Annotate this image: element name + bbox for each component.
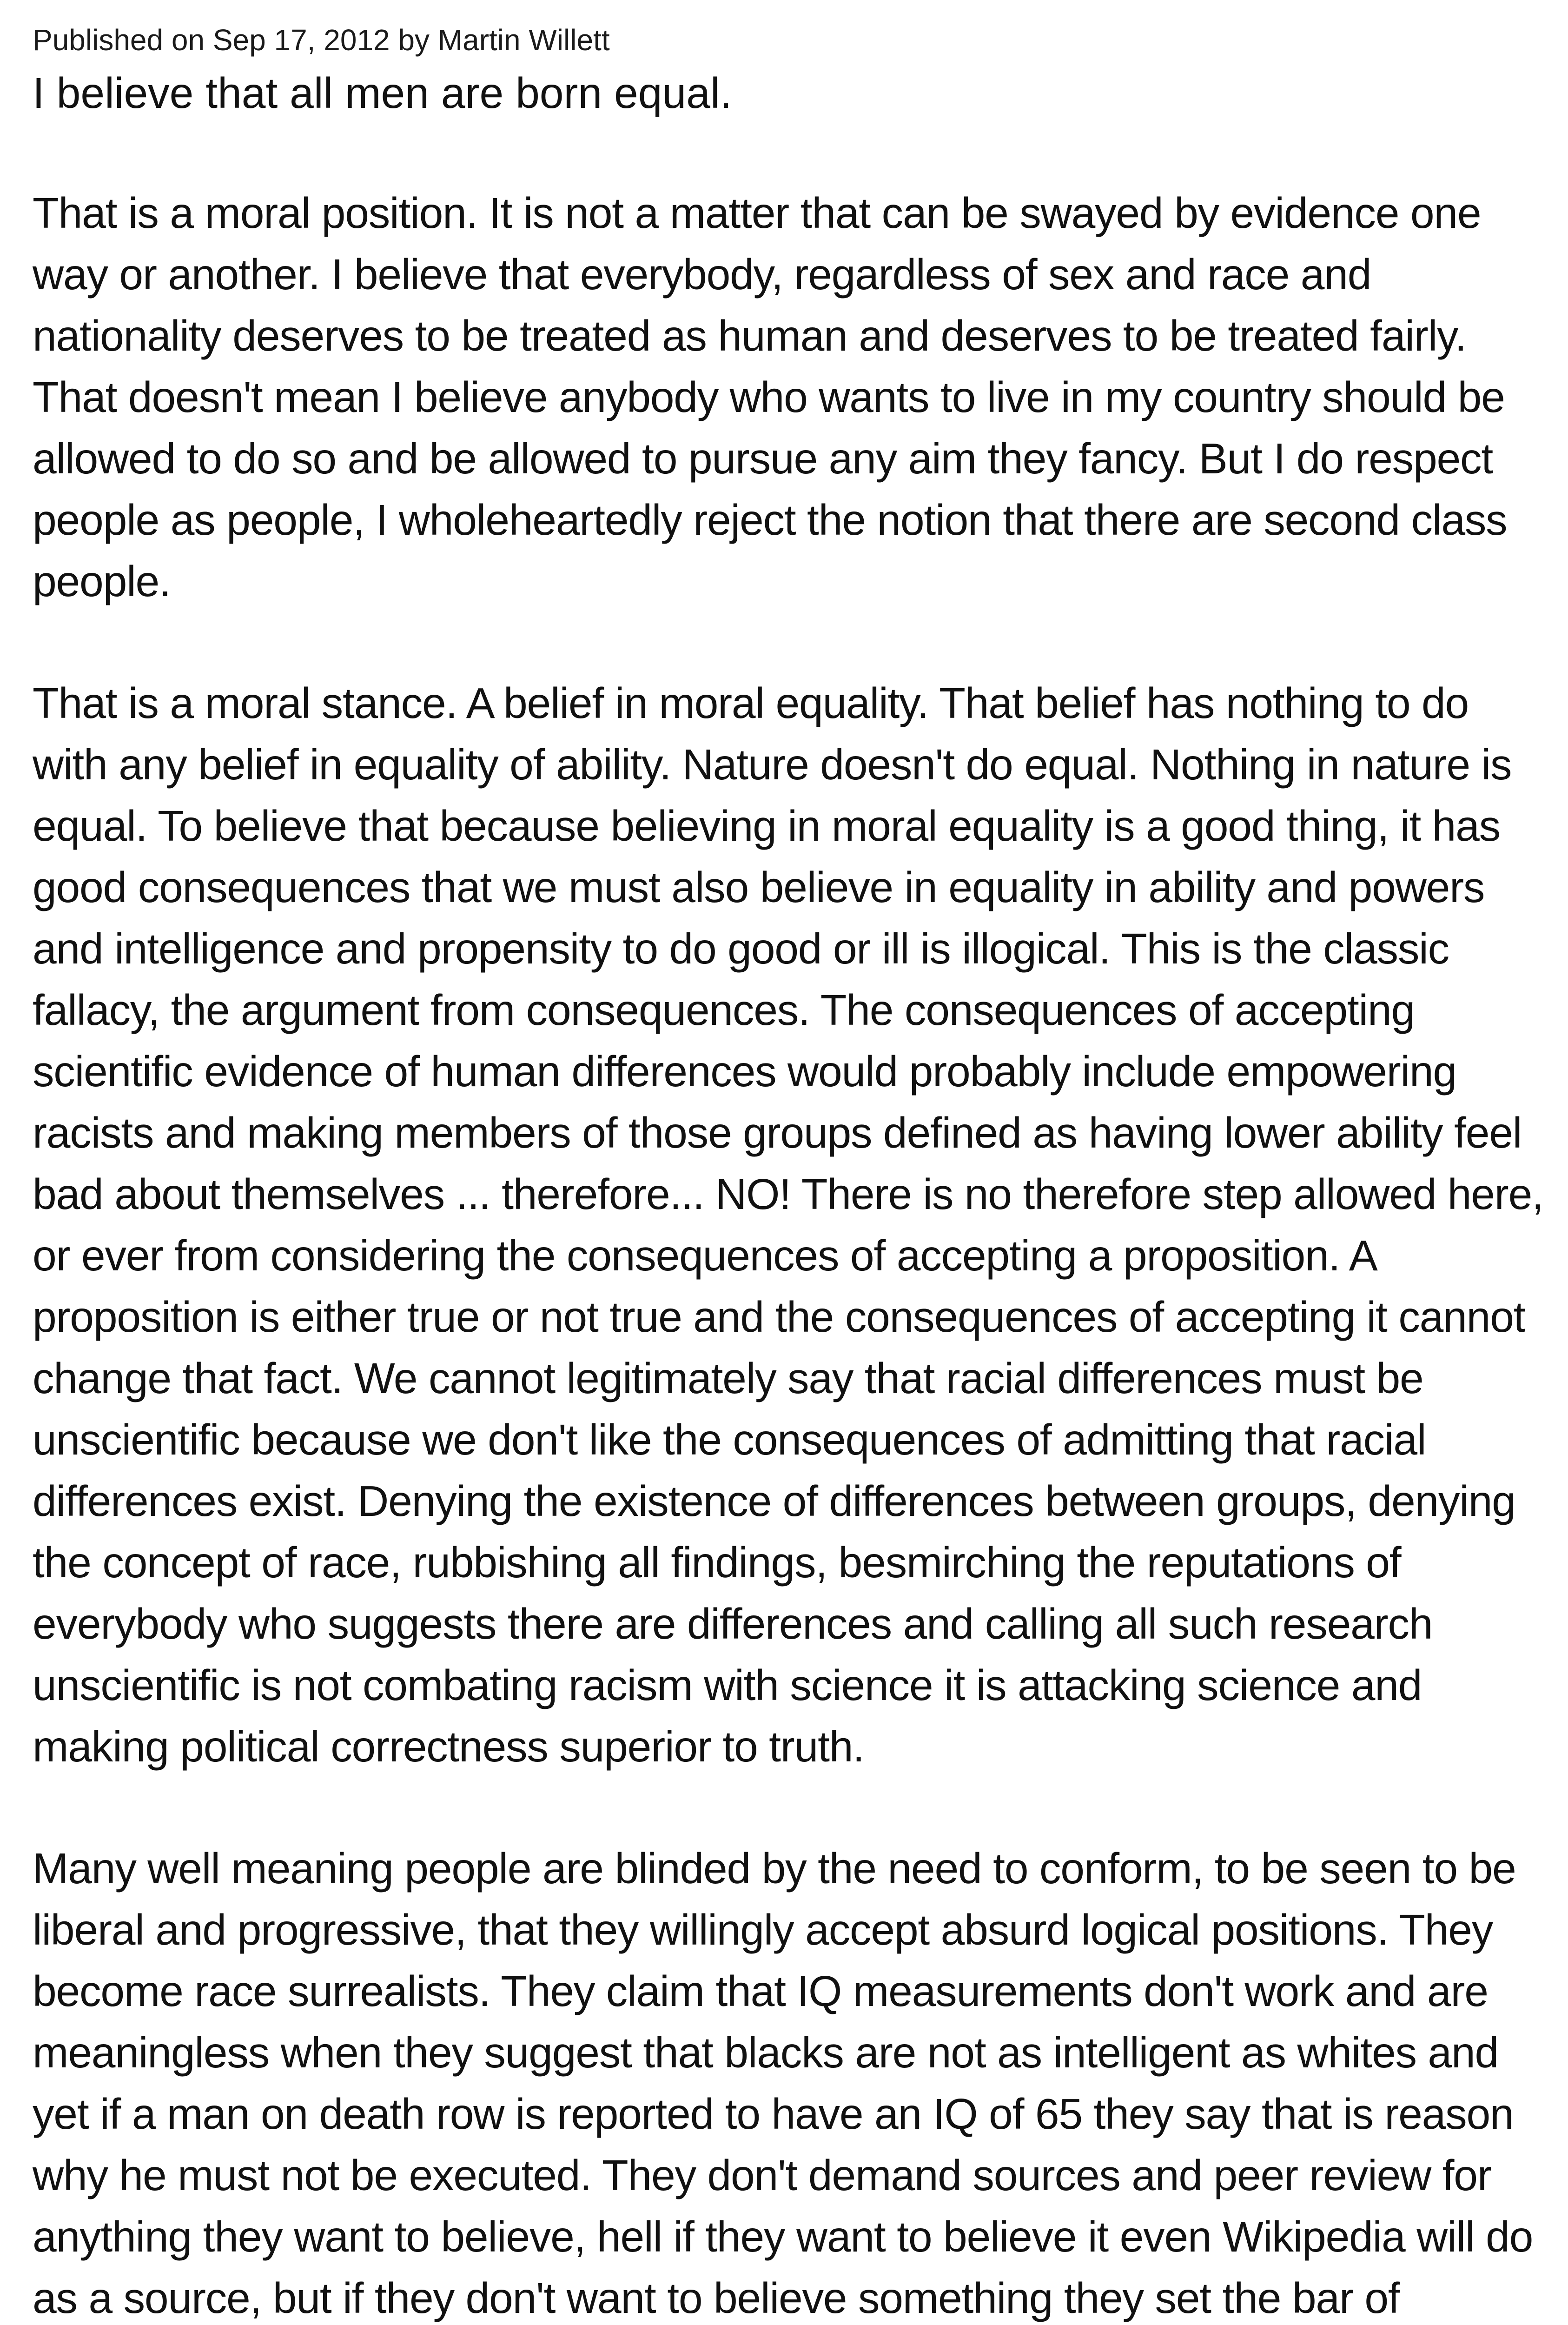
article-lead: I believe that all men are born equal.	[33, 69, 732, 117]
article-body	[33, 182, 1543, 2325]
article	[33, 19, 1543, 2325]
paragraph-1: That is a moral position. It is not a matter that can be swayed by evidence one way or another. I believe that everybody, regardless of sex and race and nationality deserves to be treated as human and deserves to be treated fairly. That doesn't mean I believe anybody who wants to live in my country should be allowed to do so and be allowed to pursue any aim they fancy. But I do respect people as people, I wholeheartedly reject the notion that there are second class people.	[33, 189, 1507, 605]
article-byline: Published on Sep 17, 2012 by Martin Willett	[33, 23, 610, 57]
paragraph-3: Many well meaning people are blinded by the need to conform, to be seen to be liberal and progressive, that they willingly accept absurd logical positions. They become race surrealists. They claim that IQ measurements don't work and are meaningless when they suggest that blacks are not as intelligent as whites and yet if a man on death row is reported to have an IQ of 65 they say that is reason why he must not be executed. They don't demand sources and peer review for anything they want to believe, hell if they want to believe it even Wikipedia will do as a source, but if they don't want to believe something they set the bar of	[33, 1844, 1533, 2322]
paragraph-2: That is a moral stance. A belief in moral equality. That belief has nothing to do with any belief in equality of ability. Nature doesn't do equal. Nothing in nature is equal. To believe that because believing in moral equality is a good thing, it has good consequences that we must also believe in equality in ability and powers and intelligence and propensity to do good or ill is illogical. This is the classic fallacy, the argument from consequences. The consequences of accepting scientific evidence of human differences would probably include empowering racists and making members of those groups defined as having lower ability feel bad about themselves ... therefore... NO! There is no therefore step allowed here, or ever from considering the consequences of accepting a proposition. A proposition is either true or not true and the consequences of accepting it cannot change that fact. We cannot legitimately say that racial differences must be unscientific because we don't like the consequences of admitting that racial differences exist. Denying the existence of differences between groups, denying the concept of race, rubbishing all findings, besmirching the reputations of everybody who suggests there are differences and calling all such research unscientific is not combating racism with science it is attacking science and making political correctness superior to truth.	[33, 679, 1543, 1771]
